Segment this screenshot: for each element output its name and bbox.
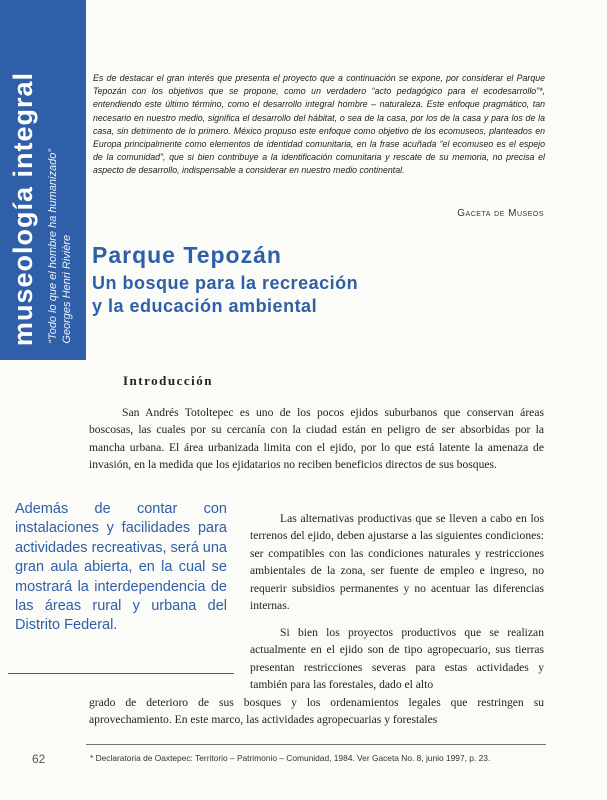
article-title: Parque Tepozán <box>92 242 282 268</box>
article-subtitle <box>92 272 358 318</box>
pull-quote-rule <box>8 673 234 674</box>
sidebar-quote <box>46 149 74 344</box>
body-paragraph-1: San Andrés Totoltepec es uno de los pocos ejidos suburbanos que conservan áreas boscosas, las cuales por su cercanía con la ciudad están en peligro de ser absorbidas por la mancha urbana. El área urbanizada limita con el ejido, por lo que está latente la amenaza de invasión, en la medida que los ejidatarios no reciben beneficios directos de sus bosques. <box>89 406 544 472</box>
body-paragraph-3: Si bien los proyectos productivos que se realizan actualmente en el ejido son de tipo agropecuario, sus tierras presentan restricciones severas para estas actividades y también para las forestales, dado el alto <box>250 626 544 692</box>
sidebar-title: museología integral <box>8 71 38 346</box>
pull-quote: Además de contar con instalaciones y facilidades para actividades recreativas, será una gran aula abierta, en la cual se mostrará la interdependencia de las áreas rural y urbana del Distrito Federal. <box>15 501 227 634</box>
subtitle-line-2: y la educación ambiental <box>92 296 318 316</box>
intro-paragraph: Es de destacar el gran interés que presenta el proyecto que a continuación se expone, por considerar el Parque Tepozán con los objetivos que se propone, como un verdadero “acto pedagógico para el ecodesarrollo”*, entendiendo este último término, como el desarrollo integral hombre – naturaleza. Este enfoque pragmático, tan necesario en nuestro medio, significa el desarrollo del hábitat, o sea de la casa, por los de la casa y para los de la casa, sin detrimento de lo primero. México propuso este enfoque como objetivo de los ecomuseos, planteados en Europa principalmente como elementos de identidad comunitaria, en la frase acuñada “el ecomuseo es el espejo de la comunidad”, que si bien contribuye a la identificación comunitaria y rescate de su memoria, no precisa el aspecto de desarrollo, indispensable a considerar en nuestro medio continental. <box>93 73 545 176</box>
footnote: * Declaratoria de Oaxtepec: Territorio – Patrimonio – Comunidad, 1984. Ver Gaceta No. 8, junio 1997, p. 23. <box>90 753 491 763</box>
sidebar-band <box>0 0 86 360</box>
body-paragraph-4: grado de deterioro de sus bosques y los ordenamientos legales que restringen su aprovechamiento. En este marco, las actividades agropecuarias y forestales <box>89 696 544 727</box>
sidebar-quote-text: “Todo lo que el hombre ha humanizado” <box>47 149 59 344</box>
body-paragraph-2: Las alternativas productivas que se lleven a cabo en los terrenos del ejido, deben ajustarse a las siguientes condiciones: ser compatibles con las condiciones naturales y restricciones ambientales de la zona, ser fuente de empleo e ingreso, no requerir subsidios permanentes y no acentuar las diferencias internas. <box>250 512 544 613</box>
sidebar-quote-author: Georges Henri Rivière <box>61 235 73 344</box>
subtitle-line-1: Un bosque para la recreación <box>92 273 359 293</box>
source-credit: Gaceta de Museos <box>457 208 544 219</box>
section-heading: Introducción <box>123 373 213 388</box>
footnote-divider <box>86 744 546 745</box>
page-number: 62 <box>32 752 46 766</box>
